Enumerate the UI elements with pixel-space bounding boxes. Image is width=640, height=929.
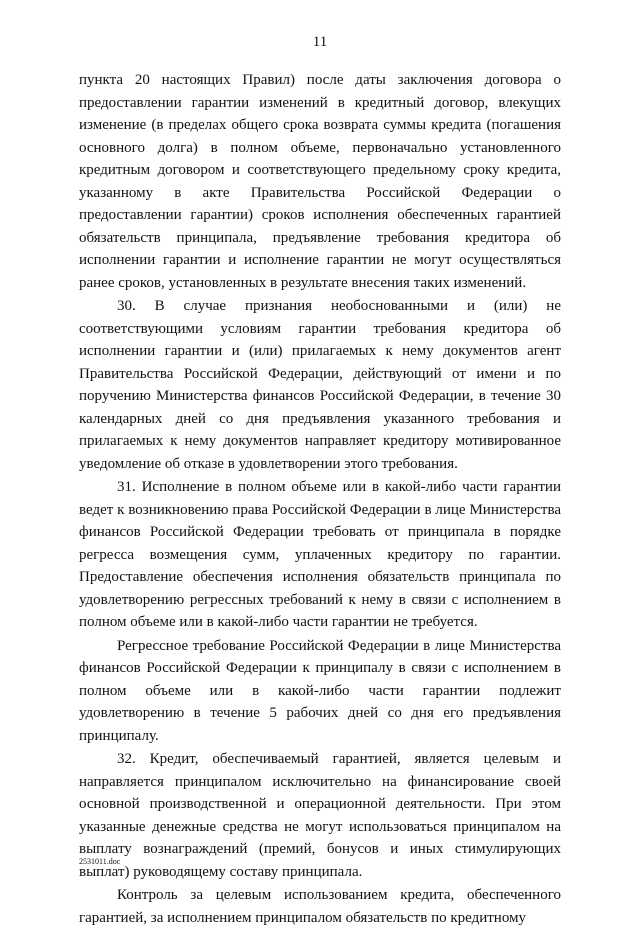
paragraph-control: Контроль за целевым использованием кредита, обеспеченного гарантией, за исполнением принципалом обязательств по кредитному	[79, 887, 561, 926]
paragraph-continuation: пункта 20 настоящих Правил) после даты заключения договора о предоставлении гарантии изменений в кредитный договор, влекущих изменение (в пределах общего срока возврата суммы кредита (погашения основного долга) в полном объеме, первоначально установленного кредитным договором и соответствующего предельному сроку кредита, указанному в акте Правительства Российской Федерации о предоставлении гарантии) сроков исполнения обеспеченных гарантией обязательств принципала, предъявление требования кредитора об исполнении гарантии и исполнение гарантии не могут осуществляться ранее сроков, установленных в результате внесения таких изменений.	[79, 72, 561, 291]
document-body	[79, 69, 561, 929]
paragraph-clause-32: 32. Кредит, обеспечиваемый гарантией, является целевым и направляется принципалом исключительно на финансирование своей основной производственной и операционной деятельности. При этом указанные денежные средства не могут использоваться принципалом на выплату вознаграждений (премий, бонусов и иных стимулирующих выплат) руководящему составу принципала.	[79, 751, 561, 880]
page-number: 11	[312, 34, 328, 50]
file-name-footer: 2531011.doc	[79, 857, 121, 866]
paragraph-regress-claim: Регрессное требование Российской Федерации в лице Министерства финансов Российской Федерации к принципалу в связи с исполнением в полном объеме или в какой-либо части гарантии подлежит удовлетворению в течение 5 рабочих дней со дня его предъявления принципалу.	[79, 637, 561, 744]
paragraph-clause-31: 31. Исполнение в полном объеме или в какой-либо части гарантии ведет к возникновению права Российской Федерации в лице Министерства финансов Российской Федерации требовать от принципала в порядке регресса возмещения сумм, уплаченных кредитору по гарантии. Предоставление обеспечения исполнения обязательств принципала по удовлетворению регрессных требований к нему в связи с исполнением в полном объеме или в какой-либо части гарантии не требуется.	[79, 479, 561, 630]
paragraph-clause-30: 30. В случае признания необоснованными и (или) не соответствующими условиям гарантии требования кредитора об исполнении гарантии и (или) прилагаемых к нему документов агент Правительства Российской Федерации, действующий от имени и по поручению Министерства финансов Российской Федерации, в течение 30 календарных дней со дня предъявления указанного требования и прилагаемых к нему документов направляет кредитору мотивированное уведомление об отказе в удовлетворении этого требования.	[79, 298, 561, 472]
